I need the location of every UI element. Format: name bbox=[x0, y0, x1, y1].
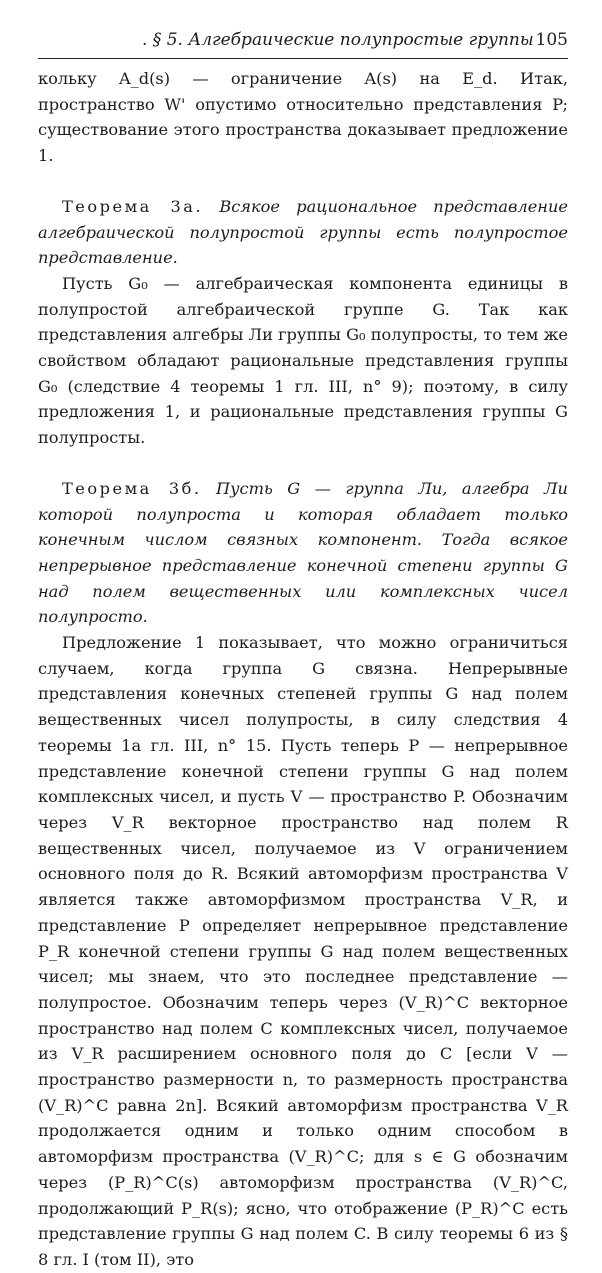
proof-3b: Предложение 1 показывает, что можно ограничиться случаем, когда группа G связна. Непрерывные представления конечных степеней группы G над полем вещественных чисел полупросты, в силу следствия 4 теоремы 1а гл. III, n° 15. Пусть теперь P — непрерывное представление конечной степени группы G над полем комплексных чисел, и пусть V — пространство P. Обозначим через V_R векторное пространство над полем R вещественных чисел, получаемое из V ограничением основного поля до R. Всякий автоморфизм пространства V является также автоморфизмом пространства V_R, и представление P определяет непрерывное представление P_R конечной степени группы G над полем вещественных чисел; мы знаем, что это последнее представление — полупростое. Обозначим теперь через (V_R)^C векторное пространство над полем C комплексных чисел, получаемое из V_R расширением основного поля до C [если V — пространство размерности n, то размерность пространства (V_R)^C равна 2n]. Всякий автоморфизм пространства V_R продолжается одним и только одним способом в автоморфизм пространства (V_R)^C; для s ∈ G обозначим через (P_R)^C(s) автоморфизм пространства (V_R)^C, продолжающий P_R(s); ясно, что отображение (P_R)^C есть представление группы G над полем C. В силу теоремы 6 из § 8 гл. I (том II), это bbox=[38, 633, 568, 1269]
header-rule bbox=[38, 58, 568, 59]
running-head: . § 5. Алгебраические полупростые группы bbox=[142, 30, 534, 50]
page-number: 105 bbox=[535, 30, 568, 50]
page-header bbox=[38, 30, 568, 56]
theorem-3a bbox=[38, 194, 568, 271]
paragraph-continuation: кольку A_d(s) — ограничение A(s) на E_d. Итак, пространство W' опустимо относительно представления P; существование этого пространства доказывает предложение 1. bbox=[38, 69, 568, 166]
theorem-3b bbox=[38, 476, 568, 630]
page-body bbox=[38, 66, 568, 1273]
theorem-3a-statement: Всякое рациональное представление алгебраической полупростой группы есть полупростое представление. bbox=[38, 196, 568, 268]
theorem-3a-name: Теорема 3а. bbox=[62, 196, 204, 216]
proof-3a: Пусть G₀ — алгебраическая компонента единицы в полупростой алгебраической группе G. Так как представления алгебры Ли группы G₀ полупросты, то тем же свойством обладают рациональные представления группы G₀ (следствие 4 теоремы 1 гл. III, n° 9); поэтому, в силу предложения 1, и рациональные представления группы G полупросты. bbox=[38, 273, 568, 448]
spacer bbox=[38, 451, 568, 476]
theorem-3b-statement: Пусть G — группа Ли, алгебра Ли которой полупроста и которая обладает только конечным числом связных компонент. Тогда всякое непрерывное представление конечной степени группы G над полем вещественных или комплексных чисел полупросто. bbox=[38, 478, 568, 627]
spacer bbox=[38, 169, 568, 194]
theorem-3b-name: Теорема 3б. bbox=[62, 478, 202, 498]
